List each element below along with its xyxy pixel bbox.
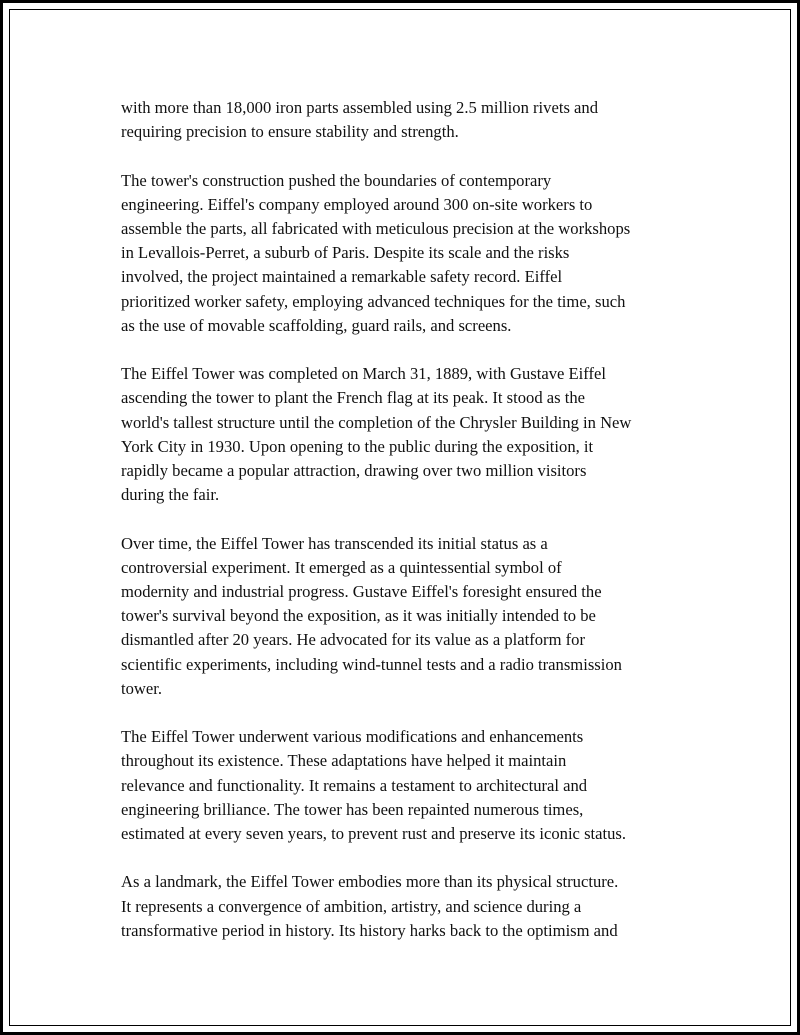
text-line: The Eiffel Tower underwent various modifications and enhancements xyxy=(121,727,584,747)
paragraph-1 xyxy=(121,96,701,144)
text-line: requiring precision to ensure stability and strength. xyxy=(121,122,459,142)
text-line: involved, the project maintained a remarkable safety record. Eiffel xyxy=(121,267,563,287)
text-line: transformative period in history. Its history harks back to the optimism and xyxy=(121,920,618,940)
text-line: The Eiffel Tower was completed on March 31, 1889, with Gustave Eiffel xyxy=(121,364,607,384)
paragraph-3 xyxy=(121,362,701,507)
text-line: As a landmark, the Eiffel Tower embodies more than its physical structure. xyxy=(121,872,619,892)
text-line: modernity and industrial progress. Gustave Eiffel's foresight ensured the xyxy=(121,582,602,602)
document-body xyxy=(121,96,701,943)
text-line: dismantled after 20 years. He advocated for its value as a platform for xyxy=(121,630,585,650)
text-line: tower's survival beyond the exposition, as it was initially intended to be xyxy=(121,606,596,626)
text-line: prioritized worker safety, employing advanced techniques for the time, such xyxy=(121,291,626,311)
paragraph-2 xyxy=(121,169,701,338)
text-line: assemble the parts, all fabricated with meticulous precision at the workshops xyxy=(121,219,631,238)
text-line: It represents a convergence of ambition, artistry, and science during a xyxy=(121,896,582,916)
text-line: York City in 1930. Upon opening to the public during the exposition, it xyxy=(121,436,594,456)
text-line: rapidly became a popular attraction, drawing over two million visitors xyxy=(121,461,587,481)
paragraph-4 xyxy=(121,532,701,701)
text-line: throughout its existence. These adaptations have helped it maintain xyxy=(121,751,567,771)
text-line: in Levallois-Perret, a suburb of Paris. Despite its scale and the risks xyxy=(121,243,570,263)
text-line: with more than 18,000 iron parts assembled using 2.5 million rivets and xyxy=(121,98,599,117)
text-line: as the use of movable scaffolding, guard rails, and screens. xyxy=(121,315,512,335)
text-line: ascending the tower to plant the French flag at its peak. It stood as the xyxy=(121,388,586,408)
text-line: world's tallest structure until the completion of the Chrysler Building in New xyxy=(121,412,632,432)
paragraph-5 xyxy=(121,725,701,846)
text-line: estimated at every seven years, to prevent rust and preserve its iconic status. xyxy=(121,824,627,844)
text-line: engineering. Eiffel's company employed around 300 on-site workers to xyxy=(121,194,593,214)
text-line: during the fair. xyxy=(121,485,220,505)
text-line: tower. xyxy=(121,678,163,698)
paragraph-6 xyxy=(121,870,701,943)
text-line: scientific experiments, including wind-tunnel tests and a radio transmission xyxy=(121,654,622,674)
text-line: The tower's construction pushed the boundaries of contemporary xyxy=(121,170,552,190)
text-line: relevance and functionality. It remains a testament to architectural and xyxy=(121,775,588,795)
text-line: Over time, the Eiffel Tower has transcended its initial status as a xyxy=(121,533,548,553)
text-line: engineering brilliance. The tower has been repainted numerous times, xyxy=(121,799,584,819)
text-line: controversial experiment. It emerged as a quintessential symbol of xyxy=(121,557,562,577)
